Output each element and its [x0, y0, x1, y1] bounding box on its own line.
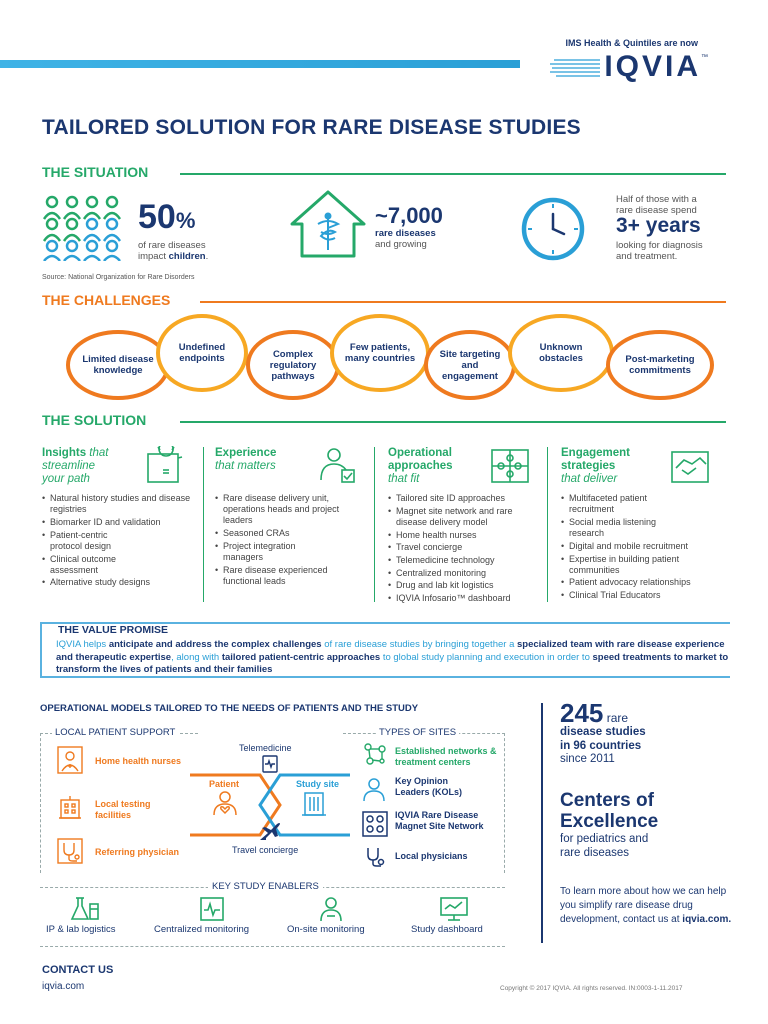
- situation-rule: [180, 173, 726, 175]
- solution-col-experience-title: [215, 447, 276, 473]
- list-item: • Social media listening research: [561, 517, 671, 539]
- solution-col-insights-title: [42, 447, 108, 486]
- col-title: Engagement: [561, 447, 631, 459]
- logo-lines-icon: [550, 56, 602, 78]
- col-title-italic: that matters: [215, 460, 276, 472]
- list-item: • Magnet site network and rare disease delivery model: [388, 506, 538, 528]
- stat-children-number: 50: [138, 198, 176, 236]
- monitor-pulse-icon: [199, 896, 225, 922]
- stat-children-pct: %: [175, 208, 196, 233]
- stat-studies-line3: in 96 countries: [560, 739, 642, 752]
- list-item: • Travel concierge: [388, 542, 538, 553]
- situation-source: Source: National Organization for Rare Disorders: [42, 274, 195, 281]
- list-item: • Rare disease delivery unit, operations heads and project leaders: [215, 493, 365, 527]
- vp-span: IQVIA helps: [56, 639, 109, 650]
- list-item: • Home health nurses: [388, 530, 538, 541]
- local-physician-stethoscope-icon: [364, 846, 386, 868]
- stat-children-end: .: [205, 251, 209, 262]
- learn-more-text: [560, 885, 735, 927]
- list-item: • Drug and lab kit logistics: [388, 580, 538, 591]
- onsite-person-icon: [318, 896, 344, 922]
- stat-years-pre: [616, 194, 697, 216]
- magnet-network-icon: [362, 811, 388, 837]
- stethoscope-icon: [57, 838, 83, 864]
- coe-line1: Centers of: [560, 790, 654, 811]
- list-item: • IQVIA Infosario™ dashboard: [388, 593, 538, 604]
- vp-bold: speed treatments to market to transform the lives of patients and their families: [56, 651, 729, 675]
- stat-years-number: 3+ years: [616, 214, 701, 237]
- site-local: Local physicians: [395, 851, 468, 861]
- study-site-label: Study site: [296, 779, 340, 789]
- clock-icon: [518, 192, 588, 262]
- challenges-heading: THE CHALLENGES: [42, 292, 171, 308]
- challenge-circle: [246, 330, 340, 400]
- stat-children: [138, 198, 195, 237]
- col-title-italic: that deliver: [561, 473, 618, 485]
- stat-studies-line2: disease studies: [560, 726, 646, 738]
- solution-col-operational-title: [388, 447, 453, 486]
- local-support-heading: LOCAL PATIENT SUPPORT: [52, 727, 178, 738]
- right-column-divider: [541, 703, 543, 943]
- challenge-label: Complex regulatory pathways: [269, 348, 317, 382]
- models-heading: OPERATIONAL MODELS TAILORED TO THE NEEDS OF PATIENTS AND THE STUDY: [40, 703, 419, 714]
- column-divider: [374, 447, 375, 602]
- patient-label: Patient: [209, 779, 240, 789]
- iqvia-logo: [550, 50, 708, 84]
- stat-children-line2a: impact: [138, 251, 169, 262]
- network-icon: [362, 741, 388, 767]
- col-title: Insights: [42, 447, 87, 459]
- col-title: approaches: [388, 460, 453, 472]
- footer-site-link[interactable]: iqvia.com: [42, 981, 85, 992]
- column-divider: [203, 447, 204, 602]
- local-referring: Referring physician: [95, 847, 180, 857]
- enabler-ip-lab: IP & lab logistics: [46, 924, 116, 935]
- stat-studies-rare: rare: [603, 711, 629, 725]
- challenge-label: Site targeting and engagement: [439, 348, 501, 382]
- challenge-circle: [156, 314, 248, 392]
- solution-heading: THE SOLUTION: [42, 412, 147, 428]
- vp-span: of rare disease studies by bringing together a: [321, 639, 517, 650]
- enabler-centralized: Centralized monitoring: [154, 924, 250, 935]
- header-note: IMS Health & Quintiles are now: [565, 38, 698, 48]
- kol-person-icon: [362, 776, 386, 802]
- solution-rule: [180, 421, 726, 423]
- solution-col-operational-list: [388, 493, 538, 606]
- house-caduceus-icon: [288, 188, 368, 260]
- solution-col-insights-list: [42, 493, 192, 590]
- handshake-icon: [670, 446, 712, 484]
- stat-years-pre2: rare disease spend: [616, 205, 697, 216]
- list-item: • Tailored site ID approaches: [388, 493, 538, 504]
- column-divider: [547, 447, 548, 602]
- person-badge-icon: [318, 446, 358, 484]
- stat-studies-number: 245: [560, 698, 604, 728]
- list-item: • Patient advocacy relationships: [561, 577, 731, 588]
- solution-col-experience-list: [215, 493, 365, 589]
- stat-studies-line4: since 2011: [560, 753, 615, 765]
- challenge-circle: [424, 330, 516, 400]
- stat-years-post1: looking for diagnosis: [616, 240, 703, 251]
- stat-children-bold: children: [168, 251, 206, 262]
- list-item: • Centralized monitoring: [388, 568, 538, 579]
- col-title-italic: that: [86, 447, 109, 459]
- page-title: TAILORED SOLUTION FOR RARE DISEASE STUDIES: [42, 116, 581, 139]
- col-title-italic: that fit: [388, 473, 420, 485]
- coe-line3: for pediatrics and: [560, 833, 649, 845]
- patient-heart-icon: [212, 790, 238, 816]
- centers-of-excellence: [560, 790, 658, 832]
- enabler-onsite: On-site monitoring: [287, 924, 365, 935]
- list-item: • Biomarker ID and validation: [42, 517, 192, 528]
- site-established: Established networks & treatment centers: [395, 746, 497, 767]
- list-item: • Digital and mobile recruitment: [561, 541, 731, 552]
- learn-more-span: To learn more about how we can help you simplify rare disease drug development, contact us at: [560, 886, 727, 925]
- challenge-label: Few patients, many countries: [344, 342, 416, 364]
- enablers-heading: KEY STUDY ENABLERS: [208, 881, 323, 892]
- stat-years-post2: and treatment.: [616, 251, 678, 262]
- coe-subtext: [560, 832, 648, 860]
- stat-years-pre1: Half of those with a: [616, 194, 697, 205]
- list-item: • Clinical outcome assessment: [42, 554, 152, 576]
- col-title-italic: streamline: [42, 460, 96, 472]
- vp-span: to global study planning and execution in order to: [380, 651, 593, 663]
- solution-col-engagement-title: [561, 447, 630, 486]
- coe-line4: rare diseases: [560, 847, 630, 859]
- challenge-label: Post-marketing commitments: [625, 354, 695, 376]
- lightbulb-icon: [146, 446, 186, 484]
- situation-heading: THE SITUATION: [42, 164, 149, 180]
- types-of-sites-heading: TYPES OF SITES: [376, 727, 459, 738]
- enabler-dashboard: Study dashboard: [411, 924, 483, 935]
- header-band: [0, 60, 520, 68]
- lab-building-icon: [57, 794, 83, 820]
- solution-col-engagement-list: [561, 493, 731, 603]
- challenge-label: Limited disease knowledge: [82, 354, 154, 376]
- site-kol: Key Opinion Leaders (KOLs): [395, 776, 463, 797]
- stat-children-line2: [138, 251, 208, 262]
- list-item: • Clinical Trial Educators: [561, 590, 731, 601]
- value-promise-text: [56, 639, 732, 677]
- challenge-circle: [330, 314, 430, 392]
- logo-tm: ™: [701, 54, 708, 61]
- contact-heading: CONTACT US: [42, 964, 114, 976]
- col-title: strategies: [561, 460, 616, 472]
- coe-line2: Excellence: [560, 811, 659, 832]
- col-title-italic: your path: [42, 473, 90, 485]
- local-testing: Local testing facilities: [95, 799, 151, 820]
- challenge-label: Unknown obstacles: [539, 342, 583, 364]
- learn-more-link[interactable]: iqvia.com.: [682, 914, 732, 925]
- challenge-circle: [66, 330, 170, 400]
- stat-diseases-number: ~7,000: [375, 203, 443, 228]
- site-magnet: IQVIA Rare Disease Magnet Site Network: [395, 810, 484, 831]
- copyright: Copyright © 2017 IQVIA. All rights reserved. IN:0003-1-11.2017: [500, 985, 683, 992]
- stat-diseases-line1: rare diseases: [375, 228, 436, 239]
- list-item: • Patient-centric protocol design: [42, 530, 142, 552]
- list-item: • Rare disease experienced functional leads: [215, 565, 365, 587]
- list-item: • Natural history studies and disease registries: [42, 493, 192, 515]
- stat-diseases-line2: and growing: [375, 239, 427, 250]
- col-title: Experience: [215, 447, 277, 459]
- challenge-label: Undefined endpoints: [178, 342, 226, 364]
- airplane-icon: [258, 820, 282, 842]
- list-item: • Seasoned CRAs: [215, 528, 365, 539]
- vp-bold: tailored patient-centric approaches: [221, 651, 381, 663]
- vp-bold: specialized team with rare disease experience and therapeutic expertise: [56, 639, 725, 663]
- value-promise-heading: THE VALUE PROMISE: [58, 624, 169, 636]
- travel-concierge-label: Travel concierge: [232, 845, 299, 855]
- stat-children-line1: of rare diseases: [138, 240, 206, 251]
- vp-bold: anticipate and address the complex challenges: [108, 639, 322, 650]
- list-item: • Alternative study designs: [42, 577, 192, 588]
- list-item: • Expertise in building patient communities: [561, 554, 686, 576]
- stat-diseases-text: [375, 228, 436, 250]
- vp-span: , along with: [171, 651, 222, 663]
- col-title: Operational: [388, 447, 452, 459]
- nurse-icon: [57, 746, 83, 774]
- people-group-icon: [42, 193, 122, 261]
- challenges-rule: [200, 301, 726, 303]
- local-home-nurses: Home health nurses: [95, 756, 182, 766]
- logo-text: IQVIA: [604, 50, 701, 83]
- stat-studies-text: [560, 726, 646, 767]
- building-icon: [302, 791, 326, 817]
- list-item: • Telemedicine technology: [388, 555, 538, 566]
- puzzle-icon: [490, 446, 532, 484]
- list-item: • Multifaceted patient recruitment: [561, 493, 681, 515]
- stat-studies: [560, 698, 628, 729]
- stat-years-post: [616, 240, 703, 262]
- dashboard-screen-icon: [439, 896, 469, 922]
- lab-flask-icon: [70, 896, 100, 922]
- challenge-circle: [508, 314, 614, 392]
- enablers-frame: [40, 887, 505, 947]
- stat-children-text: [138, 240, 208, 262]
- challenge-circle: [606, 330, 714, 400]
- list-item: • Project integration managers: [215, 541, 325, 563]
- telemedicine-label: Telemedicine: [239, 743, 292, 753]
